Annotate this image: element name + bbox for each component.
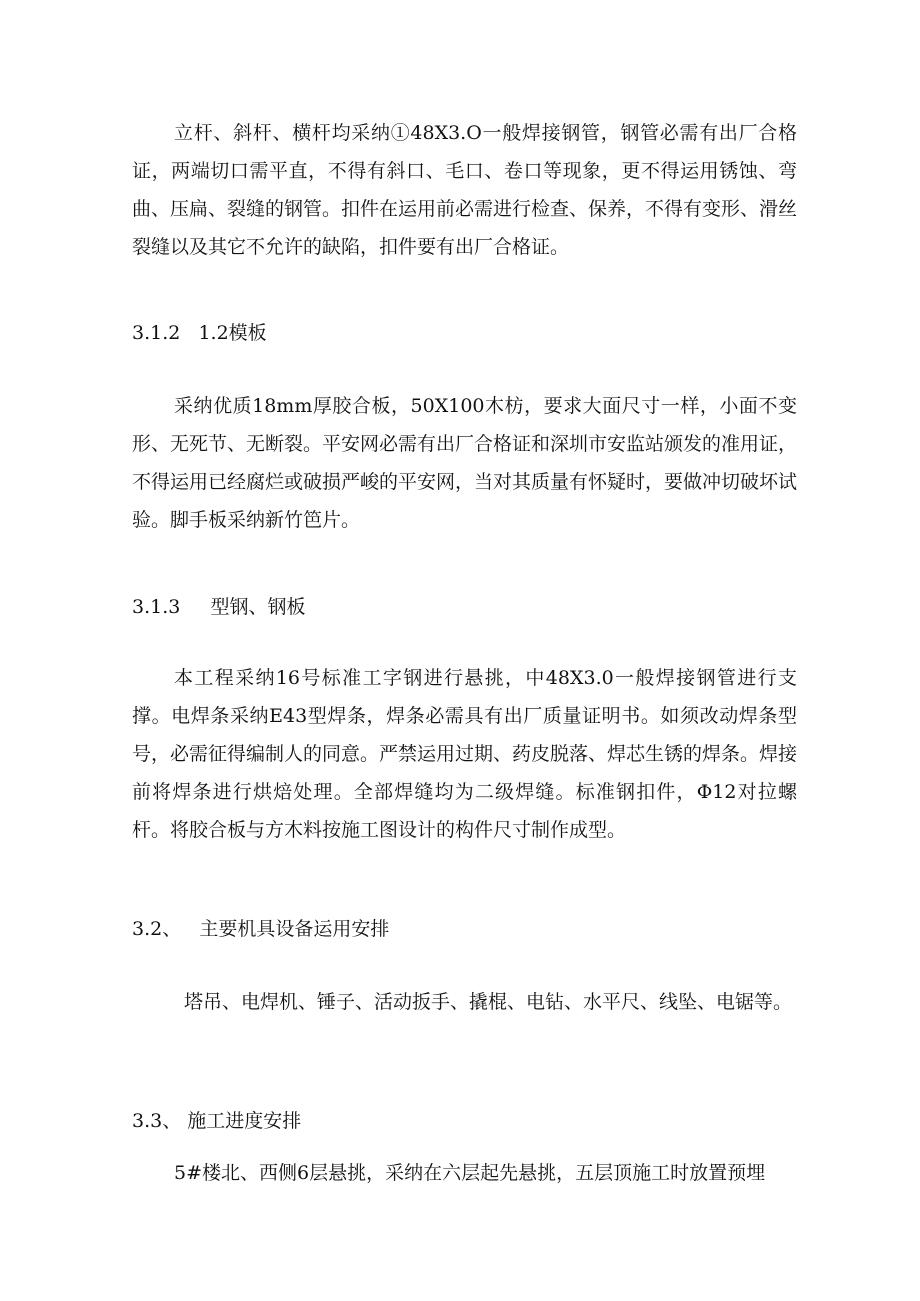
heading-3-2: 3.2、 主要机具设备运用安排	[132, 918, 390, 940]
paragraph-section-steel: 本工程采纳16号标准工字钢进行悬挑，中48X3.0一般焊接钢管进行支撑。电焊条采纳E43型焊条，焊条必需具有出厂质量证明书。如须改动焊条型号，必需征得编制人的同意。严禁运用过期、药皮脱落、焊芯生锈的焊条。焊接前将焊条进行烘焙处理。全部焊缝均为二级焊缝。标准钢扣件，Φ12对拉螺杆。将胶合板与方木料按施工图设计的构件尺寸制作成型。	[132, 667, 798, 841]
paragraph-equipment: 塔吊、电焊机、锤子、活动扳手、撬棍、电钻、水平尺、线坠、电锯等。	[184, 991, 793, 1013]
paragraph-schedule: 5#楼北、西侧6层悬挑，采纳在六层起先悬挑，五层顶施工时放置预埋	[174, 1162, 766, 1184]
heading-3-1-3: 3.1.3 型钢、钢板	[132, 596, 306, 618]
paragraph-steel-pipe: 立杆、斜杆、横杆均采纳①48X3.O一般焊接钢管，钢管必需有出厂合格证，两端切口需平直，不得有斜口、毛口、卷口等现象，更不得运用锈蚀、弯曲、压扁、裂缝的钢管。扣件在运用前必需进行检查、保养，不得有变形、滑丝裂缝以及其它不允许的缺陷，扣件要有出厂合格证。	[132, 122, 798, 258]
paragraph-formwork: 采纳优质18mm厚胶合板，50X100木枋，要求大面尺寸一样，小面不变形、无死节、无断裂。平安网必需有出厂合格证和深圳市安监站颁发的准用证，不得运用已经腐烂或破损严峻的平安网，当对其质量有怀疑时，要做冲切破坏试验。脚手板采纳新竹笆片。	[132, 395, 798, 531]
heading-3-3: 3.3、 施工进度安排	[132, 1110, 302, 1132]
heading-3-1-2: 3.1.2 1.2模板	[132, 322, 267, 344]
